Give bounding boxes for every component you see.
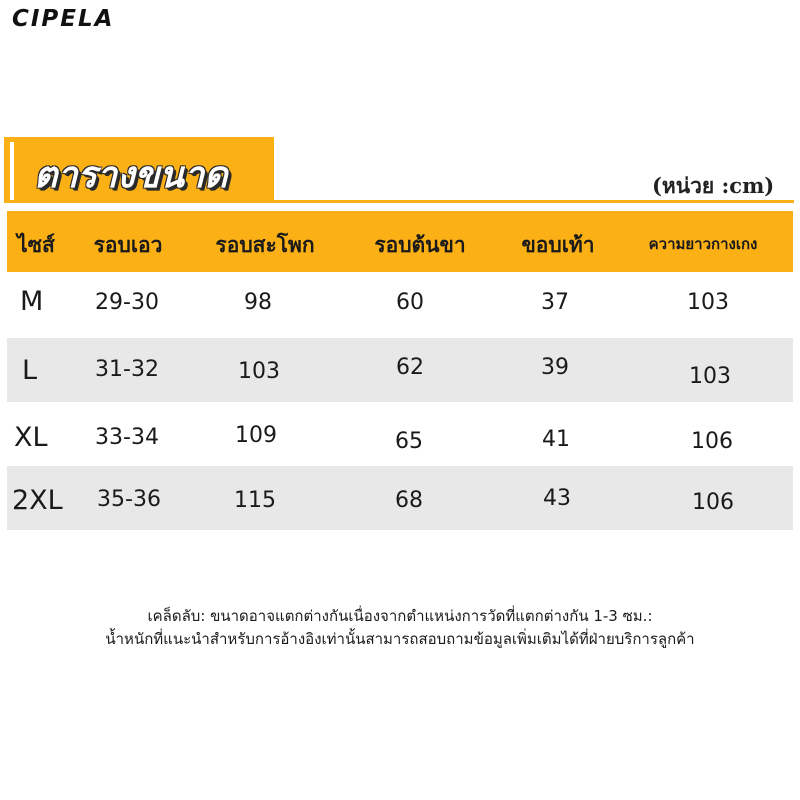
brand-logo: CIPELA <box>12 6 115 32</box>
header-thigh: รอบต้นขา <box>374 233 466 257</box>
header-hem: ขอบเท้า <box>521 233 595 257</box>
cell-hip: 115 <box>234 488 276 513</box>
cell-size: L <box>22 355 38 386</box>
cell-length: 103 <box>687 290 729 315</box>
unit-label: (หน่วย :cm) <box>652 173 775 198</box>
note-disclaimer: น้ำหนักที่แนะนำสำหรับการอ้างอิงเท่านั้นสามารถสอบถามข้อมูลเพิ่มเติมได้ที่ฝ่ายบริการลูกค้า <box>105 630 695 648</box>
cell-size: 2XL <box>12 485 63 516</box>
cell-hem: 39 <box>541 355 569 380</box>
header-hip: รอบสะโพก <box>215 233 315 257</box>
cell-hip: 103 <box>238 359 280 384</box>
cell-hip: 109 <box>235 423 277 448</box>
page-title: ตารางขนาด <box>34 155 228 196</box>
title-accent-bar <box>10 142 14 200</box>
cell-size: M <box>20 286 44 317</box>
header-waist: รอบเอว <box>93 233 163 257</box>
cell-thigh: 65 <box>395 429 423 454</box>
cell-waist: 33-34 <box>95 425 159 450</box>
cell-thigh: 60 <box>396 290 424 315</box>
cell-length: 106 <box>692 490 734 515</box>
cell-thigh: 68 <box>395 488 423 513</box>
cell-hem: 41 <box>542 427 570 452</box>
cell-size: XL <box>14 422 48 453</box>
cell-hem: 37 <box>541 290 569 315</box>
cell-thigh: 62 <box>396 355 424 380</box>
cell-hem: 43 <box>543 486 571 511</box>
header-size: ไซส์ <box>17 233 55 257</box>
cell-hip: 98 <box>244 290 272 315</box>
note-tip: เคล็ดลับ: ขนาดอาจแตกต่างกันเนื่องจากตำแหน่งการวัดที่แตกต่างกัน 1-3 ซม.: <box>147 607 653 625</box>
cell-waist: 31-32 <box>95 357 159 382</box>
cell-waist: 29-30 <box>95 290 159 315</box>
cell-length: 106 <box>691 429 733 454</box>
cell-length: 103 <box>689 364 731 389</box>
cell-waist: 35-36 <box>97 487 161 512</box>
header-length: ความยาวกางเกง <box>648 235 758 253</box>
